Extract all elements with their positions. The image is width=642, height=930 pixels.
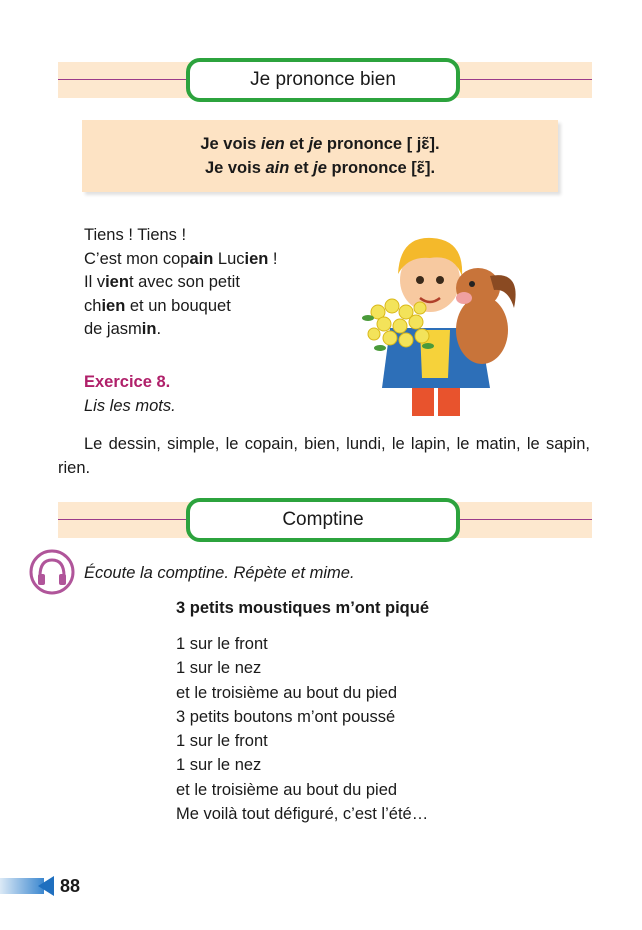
exercise-words: Le dessin, simple, le copain, bien, lundi, le lapin, le matin, le sapin, rien.	[58, 435, 590, 477]
exercise-title: Exercice 8.	[84, 373, 171, 391]
exercise-instruction: Lis les mots.	[84, 397, 176, 415]
page-number: 88	[60, 876, 81, 896]
song-line: 3 petits boutons m’ont poussé	[176, 707, 396, 726]
song-line: 1 sur le nez	[176, 756, 262, 775]
song-line: Me voilà tout défiguré, c’est l’été…	[176, 805, 429, 824]
song-line: et le troisième au bout du pied	[176, 683, 398, 702]
listening-instruction: Écoute la comptine. Répète et mime.	[84, 564, 355, 582]
song-lyrics	[176, 632, 428, 826]
rule-line-2: Je vois ain et je prononce [ɛ̃].	[204, 159, 436, 177]
song-title: 3 petits moustiques m’ont piqué	[176, 599, 430, 617]
headphones-icon	[28, 548, 76, 596]
poem-line: Il vient avec son petit	[84, 273, 240, 291]
poem	[84, 224, 278, 342]
section-title-comptine: Comptine	[186, 498, 460, 542]
song-line: et le troisième au bout du pied	[176, 780, 398, 799]
poem-line: de jasmin.	[84, 320, 162, 338]
poem-line: chien et un bouquet	[84, 296, 231, 315]
rule-line-1: Je vois ien et je prononce [ jɛ̃].	[200, 135, 440, 153]
boy-with-dog-illustration	[360, 218, 532, 418]
section-title-je-prononce-bien: Je prononce bien	[186, 58, 460, 102]
pronunciation-rule-box	[82, 120, 558, 192]
poem-line: Tiens ! Tiens !	[84, 226, 187, 244]
song-line: 1 sur le front	[176, 635, 268, 653]
song-line: 1 sur le nez	[176, 659, 262, 678]
poem-line: C’est mon copain Lucien !	[84, 249, 278, 268]
page-arrow-icon	[38, 876, 54, 896]
song-line: 1 sur le front	[176, 732, 268, 751]
